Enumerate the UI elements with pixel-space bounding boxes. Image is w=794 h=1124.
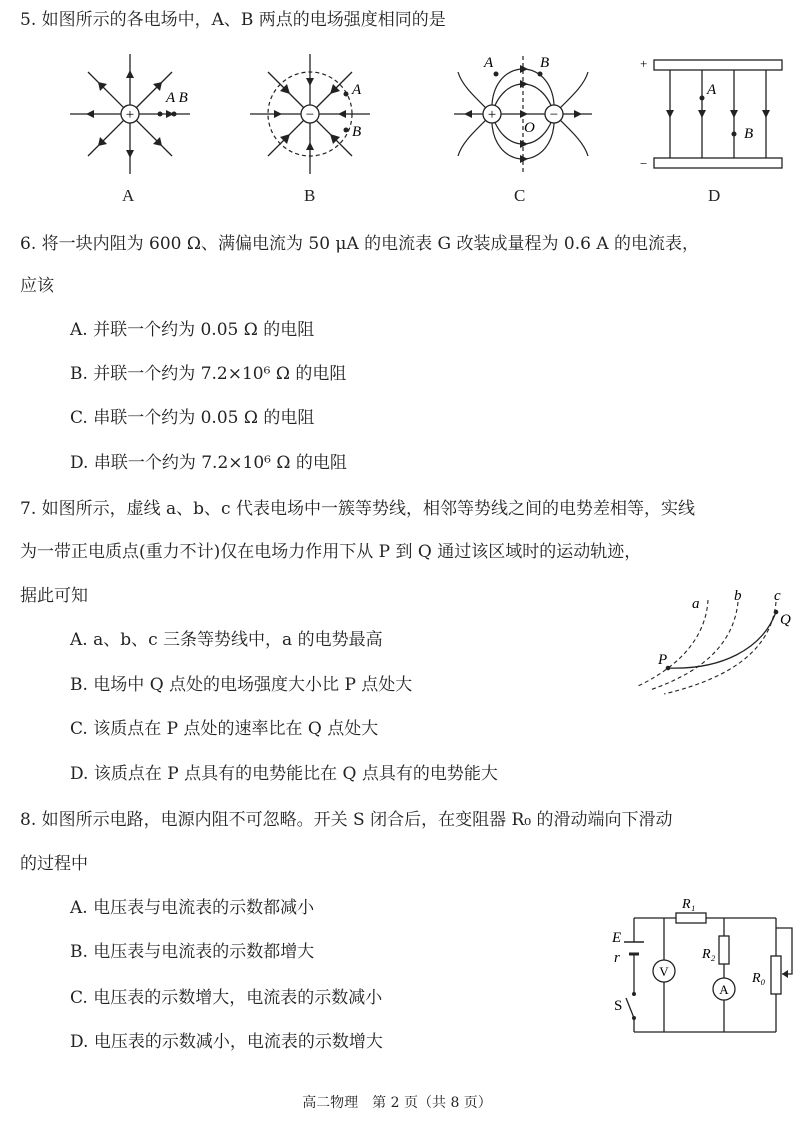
q5a-points-label: A B <box>166 90 188 106</box>
q8-stem-line1: 8. 如图所示电路，电源内阻不可忽略。开关 S 闭合后，在变阻器 R₀ 的滑动端向下滑动 <box>20 810 673 830</box>
q6-option-d: D. 串联一个约为 7.2×10⁶ Ω 的电阻 <box>70 453 347 473</box>
q8-label-r1: R₁ <box>682 897 696 912</box>
q6-option-b: B. 并联一个约为 7.2×10⁶ Ω 的电阻 <box>70 364 347 384</box>
voltmeter-symbol: V <box>659 964 669 979</box>
q8-stem-line2: 的过程中 <box>20 854 88 874</box>
q7-option-c: C. 该质点在 P 点处的速率比在 Q 点处大 <box>70 719 379 739</box>
plate-plus-sign: + <box>640 56 648 71</box>
q8-option-a: A. 电压表与电流表的示数都减小 <box>70 898 315 918</box>
q8-label-s: S <box>614 998 623 1014</box>
q5-figure-d <box>640 56 790 176</box>
positive-charge-sign: + <box>125 107 135 123</box>
q5-label-a: A <box>122 186 135 205</box>
q5b-point-a: A <box>352 82 362 98</box>
q7-option-b: B. 电场中 Q 点处的电场强度大小比 P 点处大 <box>70 675 413 695</box>
negative-charge-sign: − <box>305 107 315 123</box>
q5d-point-a: A <box>707 82 717 98</box>
plate-minus-sign: − <box>640 156 648 171</box>
q8-label-r0: R₀ <box>752 971 766 986</box>
q6-option-a: A. 并联一个约为 0.05 Ω 的电阻 <box>70 320 315 340</box>
q5-label-d: D <box>708 186 721 205</box>
q5-figure-c <box>448 46 598 180</box>
q7-option-a: A. a、b、c 三条等势线中，a 的电势最高 <box>70 630 383 650</box>
q6-stem-line1: 6. 将一块内阻为 600 Ω、满偏电流为 50 μA 的电流表 G 改装成量程为 0.6 A 的电流表， <box>20 234 700 254</box>
q7-line-a: a <box>692 596 700 612</box>
q8-label-r: r <box>614 950 620 966</box>
q5c-point-o: O <box>524 120 535 136</box>
q5c-point-b: B <box>540 55 550 71</box>
q5-figure-a <box>60 50 200 180</box>
dipole-negative-sign: − <box>549 107 559 123</box>
q6-stem-line2: 应该 <box>20 276 54 296</box>
q8-option-c: C. 电压表的示数增大，电流表的示数减小 <box>70 988 383 1008</box>
q8-label-r2: R₂ <box>702 947 716 962</box>
q5-stem: 5. 如图所示的各电场中，A、B 两点的电场强度相同的是 <box>20 10 446 30</box>
q8-circuit-figure <box>606 894 794 1060</box>
q7-stem-line3: 据此可知 <box>20 586 88 606</box>
q5-label-b: B <box>304 186 316 205</box>
q7-option-d: D. 该质点在 P 点具有的电势能比在 Q 点具有的电势能大 <box>70 764 498 784</box>
q7-point-p: P <box>658 652 668 668</box>
q7-line-c: c <box>774 588 781 604</box>
q8-option-d: D. 电压表的示数减小，电流表的示数增大 <box>70 1032 383 1052</box>
q5d-point-b: B <box>744 126 754 142</box>
ammeter-symbol: A <box>719 982 729 997</box>
q7-stem-line2: 为一带正电质点(重力不计)仅在电场力作用下从 P 到 Q 通过该区域时的运动轨迹， <box>20 542 642 562</box>
q8-option-b: B. 电压表与电流表的示数都增大 <box>70 942 315 962</box>
q5-label-c: C <box>514 186 526 205</box>
q5b-point-b: B <box>352 124 362 140</box>
q6-option-c: C. 串联一个约为 0.05 Ω 的电阻 <box>70 408 315 428</box>
q5c-point-a: A <box>484 55 494 71</box>
q7-stem-line1: 7. 如图所示，虚线 a、b、c 代表电场中一簇等势线，相邻等势线之间的电势差相等，实线 <box>20 499 695 519</box>
dipole-positive-sign: + <box>487 107 497 123</box>
q8-label-e: E <box>612 930 622 946</box>
q7-line-b: b <box>734 588 742 604</box>
q5-figure-b <box>240 50 380 180</box>
page-footer: 高二物理 第 2 页（共 8 页） <box>302 1095 492 1111</box>
q7-point-q: Q <box>780 612 791 628</box>
q7-figure <box>630 584 794 694</box>
